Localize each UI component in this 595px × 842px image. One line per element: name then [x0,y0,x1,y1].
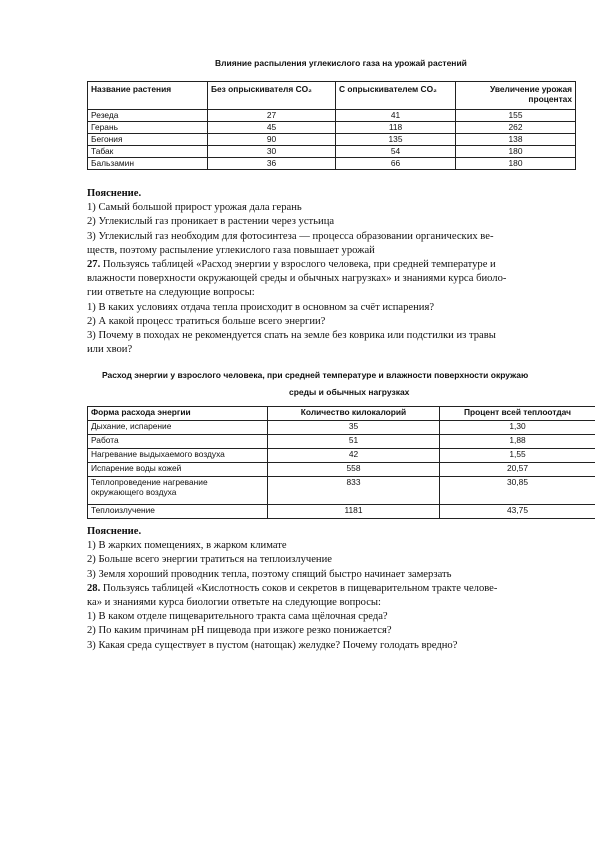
table-cell: 180 [456,146,576,158]
cell-line: Теплопроведение нагревание [91,477,208,487]
table-cell: Испарение воды кожей [88,463,268,477]
question-line: ка» и знаниями курса биологии ответьте на следующие вопросы: [87,597,381,609]
explanation-line: 3) Углекислый газ необходим для фотосинтеза — процесса образовании органических ве- [87,230,494,242]
table-cell: Дыхание, испарение [88,421,268,435]
table-cell: 35 [268,421,440,435]
question-28-intro [87,582,497,596]
header-cell: Без опрыскивателя CO₂ [208,82,336,110]
energy-expenditure-table [87,406,595,519]
table-cell: 1,88 [440,435,595,449]
table-cell: 42 [268,449,440,463]
table-cell: 41 [336,110,456,122]
table-cell: 51 [268,435,440,449]
table2-title-line2: среды и обычных нагрузках [289,387,410,397]
question-line: 2) По каким причинам pH пищевода при изжоге резко понижается? [87,625,392,637]
table-cell: 558 [268,463,440,477]
table-cell: Нагревание выдыхаемого воздуха [88,449,268,463]
crop-yield-table [87,81,576,170]
header-cell: Форма расхода энергии [88,407,268,421]
table-cell: 138 [456,134,576,146]
explanation-block-1 [87,187,506,357]
explanation-block-2 [87,525,497,653]
explanation-line: ществ, поэтому распыление углекислого газа повышает урожай [87,244,375,256]
table-row [88,158,576,170]
table-cell: 135 [336,134,456,146]
explanation-heading: Пояснение. [87,526,142,537]
table-row [88,449,595,463]
table-cell: 66 [336,158,456,170]
table-cell: 30,85 [440,477,595,505]
table-cell: 155 [456,110,576,122]
question-number: 28. [87,582,101,594]
table-cell: 45 [208,122,336,134]
explanation-line: 2) Больше всего энергии тратиться на теплоизлучение [87,554,332,566]
explanation-line: 2) Углекислый газ проникает в растении через устьица [87,216,335,228]
table-row [88,421,595,435]
cell-line: окружающего воздуха [91,487,177,497]
question-line: 1) В каком отделе пищеварительного тракта сама щёлочная среда? [87,611,388,623]
table-cell: Теплоизлучение [88,505,268,519]
question-number: 27. [87,259,101,271]
table-cell: 27 [208,110,336,122]
header-line: процентах [528,94,572,104]
table-cell: 54 [336,146,456,158]
explanation-heading: Пояснение. [87,188,142,199]
table-cell: Резеда [88,110,208,122]
table-header-row [88,82,576,110]
question-27-intro [87,258,506,272]
table-cell: 90 [208,134,336,146]
table-cell: 833 [268,477,440,505]
header-cell: С опрыскивателем CO₂ [336,82,456,110]
table2-title-line1: Расход энергии у взрослого человека, при средней температуре и влажности поверхности окружаю [102,370,529,380]
question-line: влажности поверхности окружающей среды и обычных нагрузках» и знаниями курса биоло- [87,273,507,285]
table-cell: 20,57 [440,463,595,477]
question-line: или хвои? [87,344,133,356]
table-cell: 43,75 [440,505,595,519]
table-row [88,134,576,146]
table1-title: Влияние распыления углекислого газа на урожай растений [215,58,467,68]
header-line: Увеличение урожая [489,84,572,94]
table-row [88,463,595,477]
table-cell: 118 [336,122,456,134]
table-cell: 180 [456,158,576,170]
question-line: гии ответьте на следующие вопросы: [87,287,255,299]
header-cell: Название растения [88,82,208,110]
table-cell: Бегония [88,134,208,146]
table-row [88,435,595,449]
table-cell: 1,30 [440,421,595,435]
question-line: 3) Какая среда существует в пустом (натощак) желудке? Почему голодать вредно? [87,639,458,651]
question-line: 3) Почему в походах не рекомендуется спать на земле без коврика или подстилки из травы [87,330,496,342]
question-text: Пользуясь таблицей «Кислотность соков и секретов в пищеварительном тракте челове- [100,582,498,594]
header-cell: Количество килокалорий [268,407,440,421]
table-cell [88,477,268,505]
table-cell: 30 [208,146,336,158]
header-cell [456,82,576,110]
explanation-line: 1) В жарких помещениях, в жарком климате [87,540,287,552]
question-line: 2) А какой процесс тратиться больше всего энергии? [87,315,326,327]
table-row [88,110,576,122]
explanation-line: 3) Земля хороший проводник тепла, поэтому спящий быстро начинает замерзать [87,568,452,580]
explanation-line: 1) Самый большой прирост урожая дала герань [87,202,302,214]
table-cell: Бальзамин [88,158,208,170]
table-row [88,505,595,519]
table-cell: Работа [88,435,268,449]
question-text: Пользуясь таблицей «Расход энергии у взрослого человека, при средней температуре и [100,259,496,271]
table-row [88,146,576,158]
table-cell: 1,55 [440,449,595,463]
table-cell: 36 [208,158,336,170]
table-cell: Табак [88,146,208,158]
question-line: 1) В каких условиях отдача тепла происходит в основном за счёт испарения? [87,301,435,313]
table-cell: 1181 [268,505,440,519]
table-cell: Герань [88,122,208,134]
table-cell: 262 [456,122,576,134]
table-row [88,122,576,134]
header-cell: Процент всей теплоотдач [440,407,595,421]
table-row [88,477,595,505]
table-header-row [88,407,595,421]
